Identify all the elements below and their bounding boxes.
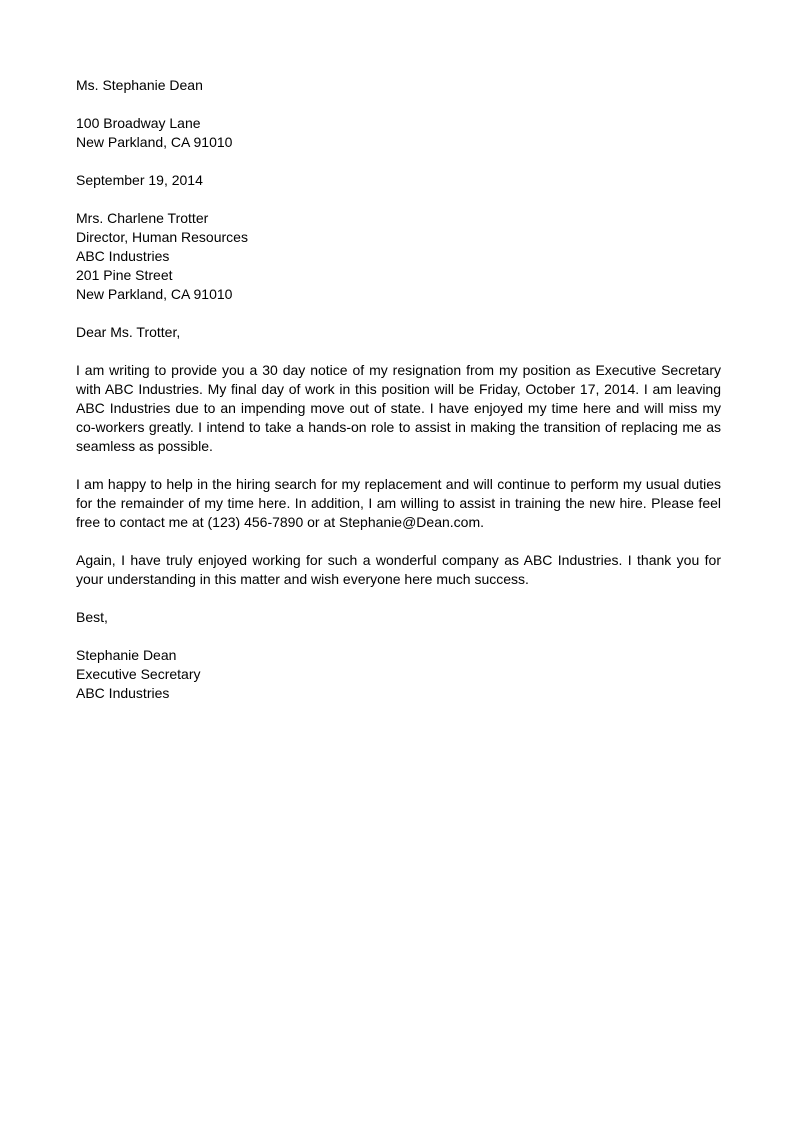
- signature-title: Executive Secretary: [76, 666, 201, 682]
- closing: Best,: [76, 609, 108, 625]
- body-paragraph-1: I am writing to provide you a 30 day notice of my resignation from my position as Executive Secretary with ABC Industries. My final day of work in this position will be Friday, October 17, 2014. I am leaving ABC Industries due to an impending move out of state. I have enjoyed my time here and will miss my co-workers greatly. I intend to take a hands-on role to assist in making the transition of replacing me as seamless as possible.: [76, 362, 721, 454]
- signature-name: Stephanie Dean: [76, 647, 177, 663]
- recipient-street: 201 Pine Street: [76, 267, 173, 283]
- letter-body: [76, 76, 721, 703]
- sender-address-line2: New Parkland, CA 91010: [76, 134, 233, 150]
- recipient-city-state-zip: New Parkland, CA 91010: [76, 286, 233, 302]
- signature-block: [76, 646, 721, 703]
- letter-date: September 19, 2014: [76, 172, 203, 188]
- sender-name: Ms. Stephanie Dean: [76, 77, 203, 93]
- signature-company: ABC Industries: [76, 685, 170, 701]
- sender-block: [76, 76, 721, 152]
- body-paragraph-3: Again, I have truly enjoyed working for such a wonderful company as ABC Industries. I thank you for your understanding in this matter and wish everyone here much success.: [76, 552, 721, 587]
- recipient-name: Mrs. Charlene Trotter: [76, 210, 209, 226]
- recipient-block: [76, 209, 721, 304]
- salutation: Dear Ms. Trotter,: [76, 324, 181, 340]
- recipient-title: Director, Human Resources: [76, 229, 248, 245]
- body-paragraph-2: I am happy to help in the hiring search for my replacement and will continue to perform my usual duties for the remainder of my time here. In addition, I am willing to assist in training the new hire. Please feel free to contact me at (123) 456-7890 or at Stephanie@Dean.com.: [76, 476, 721, 530]
- recipient-company: ABC Industries: [76, 248, 170, 264]
- sender-address-line1: 100 Broadway Lane: [76, 115, 201, 131]
